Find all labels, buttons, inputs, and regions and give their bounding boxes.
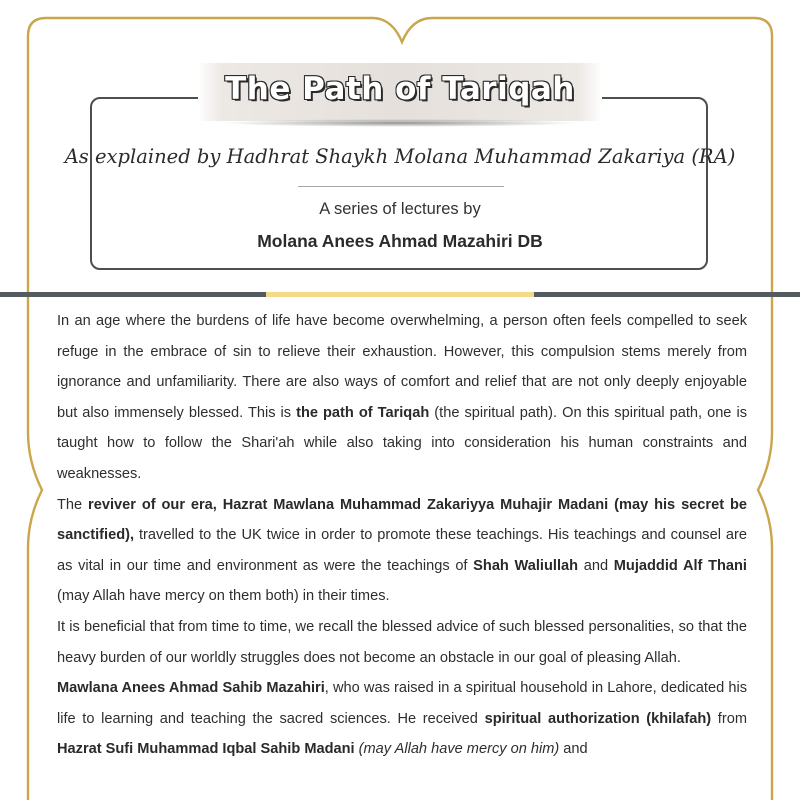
page-subtitle: As explained by Hadhrat Shaykh Molana Muhammad Zakariya (RA) bbox=[64, 145, 736, 168]
title-banner-shadow bbox=[220, 119, 580, 127]
bold-phrase: Hazrat Sufi Muhammad Iqbal Sahib Madani bbox=[57, 741, 355, 758]
header-divider bbox=[298, 186, 504, 187]
separator-band-left bbox=[0, 292, 266, 297]
separator-band-middle bbox=[266, 292, 534, 297]
bold-phrase: Shah Waliullah bbox=[473, 557, 579, 574]
separator-band-right bbox=[534, 292, 800, 297]
bold-phrase: Mawlana Anees Ahmad Sahib Mazahiri bbox=[57, 680, 325, 697]
paragraph-4: Mawlana Anees Ahmad Sahib Mazahiri, who was raised in a spiritual household in Lahore, dedicated his life to learning and teaching the sacred sciences. He received spiritual authorization (khilafah) from Hazrat Sufi Muhammad Iqbal Sahib Madani (may Allah have mercy on him) and bbox=[57, 680, 747, 758]
paragraph-3: It is beneficial that from time to time, we recall the blessed advice of such blessed personalities, so that the heavy burden of our worldly struggles does not become an obstacle in our goal of pleasing Allah. bbox=[57, 618, 747, 666]
paragraph-1: In an age where the burdens of life have become overwhelming, a person often feels compelled to seek refuge in the embrace of sin to relieve their exhaustion. However, this compulsion stems merely from ignorance and unfamiliarity. There are also ways of comfort and relief that are not only deeply enjoyable but also immensely blessed. This is the path of Tariqah (the spiritual path). On this spiritual path, one is taught how to follow the Shari'ah while also taking into consideration his human constraints and weaknesses. bbox=[57, 313, 747, 482]
paragraph-2: The reviver of our era, Hazrat Mawlana Muhammad Zakariyya Muhajir Madani (may his secret be sanctified), travelled to the UK twice in order to promote these teachings. His teachings and counsel are as vital in our time and environment as were the teachings of Shah Waliullah and Mujaddid Alf Thani (may Allah have mercy on them both) in their times. bbox=[57, 496, 747, 605]
italic-phrase: (may Allah have mercy on him) bbox=[358, 741, 560, 758]
series-label: A series of lectures by bbox=[319, 200, 481, 218]
bold-phrase: Mujaddid Alf Thani bbox=[613, 557, 747, 574]
bold-phrase: the path of Tariqah bbox=[296, 404, 430, 421]
page-title: The Path of Tariqah bbox=[225, 71, 575, 107]
title-banner bbox=[198, 63, 602, 123]
author-name: Molana Anees Ahmad Mazahiri DB bbox=[257, 231, 543, 251]
bold-phrase: spiritual authorization (khilafah) bbox=[484, 710, 712, 727]
article-body bbox=[57, 306, 747, 765]
bold-phrase: reviver of our era, Hazrat Mawlana Muhammad Zakariyya Muhajir Madani (may his secret be sanctified), bbox=[57, 496, 747, 544]
